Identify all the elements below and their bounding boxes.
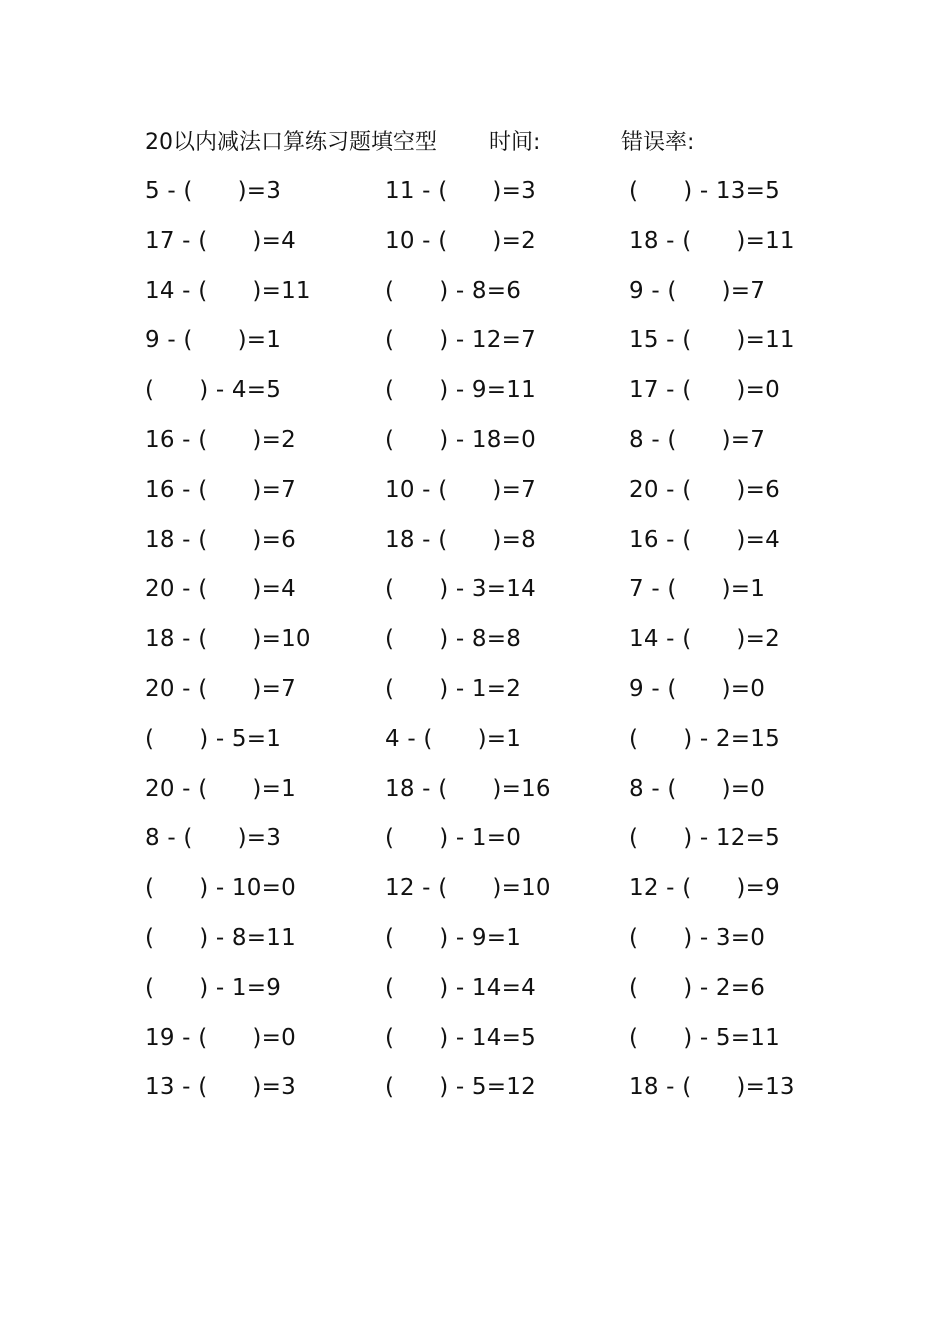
problem-cell: 11 - ( )=3: [385, 178, 536, 204]
problem-cell: 4 - ( )=1: [385, 725, 522, 752]
problem-cell: 13 - ( )=3: [145, 1074, 296, 1101]
problem-cell: ( ) - 8=8: [385, 626, 522, 653]
problem-cell: 18 - ( )=8: [385, 526, 536, 553]
problem-cell: ( ) - 2=15: [629, 725, 780, 752]
problem-cell: ( ) - 12=7: [385, 327, 536, 354]
problem-row: [145, 572, 805, 622]
problem-cell: 18 - ( )=13: [629, 1074, 795, 1101]
problem-row: [145, 871, 805, 921]
problem-cell: ( ) - 14=5: [385, 1024, 536, 1051]
problem-cell: ( ) - 9=11: [385, 377, 536, 404]
problem-cell: 8 - ( )=7: [629, 426, 766, 453]
problem-cell: 16 - ( )=7: [145, 476, 296, 503]
problem-cell: ( ) - 1=0: [385, 825, 522, 852]
problem-cell: 10 - ( )=2: [385, 227, 536, 254]
problem-cell: ( ) - 10=0: [145, 875, 296, 902]
worksheet-title: 20以内减法口算练习题填空型: [145, 130, 437, 155]
problem-cell: 8 - ( )=0: [629, 775, 766, 802]
problem-cell: 8 - ( )=3: [145, 825, 282, 852]
problem-cell: ( ) - 9=1: [385, 924, 522, 951]
problem-row: [145, 174, 805, 224]
problem-row: [145, 622, 805, 672]
problem-cell: ( ) - 14=4: [385, 974, 536, 1001]
problem-cell: ( ) - 8=11: [145, 924, 296, 951]
problem-cell: 18 - ( )=10: [145, 626, 311, 653]
problem-row: [145, 821, 805, 871]
problem-row: [145, 921, 805, 971]
problem-cell: 18 - ( )=16: [385, 775, 551, 802]
problem-row: [145, 772, 805, 822]
problem-row: [145, 523, 805, 573]
problem-cell: 16 - ( )=4: [629, 526, 780, 553]
problem-cell: 9 - ( )=1: [145, 327, 282, 354]
problem-cell: 5 - ( )=3: [145, 178, 282, 204]
problem-cell: 14 - ( )=2: [629, 626, 780, 653]
problem-cell: 9 - ( )=7: [629, 277, 766, 304]
problem-cell: ( ) - 13=5: [629, 178, 780, 204]
problem-cell: 15 - ( )=11: [629, 327, 795, 354]
problem-cell: ( ) - 3=14: [385, 576, 536, 603]
problem-cell: ( ) - 5=12: [385, 1074, 536, 1101]
time-label: 时间:: [489, 130, 541, 155]
problem-row: [145, 1070, 805, 1120]
problem-cell: ( ) - 1=9: [145, 974, 282, 1001]
problem-cell: ( ) - 3=0: [629, 924, 766, 951]
problem-cell: ( ) - 8=6: [385, 277, 522, 304]
problem-row: [145, 224, 805, 274]
problem-row: [145, 373, 805, 423]
problem-cell: 17 - ( )=4: [145, 227, 296, 254]
error-rate-label: 错误率:: [621, 130, 695, 155]
problem-cell: ( ) - 18=0: [385, 426, 536, 453]
problem-cell: 18 - ( )=6: [145, 526, 296, 553]
problem-cell: ( ) - 5=11: [629, 1024, 780, 1051]
problem-row: [145, 323, 805, 373]
problem-row: [145, 274, 805, 324]
problem-cell: 20 - ( )=6: [629, 476, 780, 503]
problem-cell: ( ) - 4=5: [145, 377, 282, 404]
problem-row: [145, 971, 805, 1021]
problem-cell: 7 - ( )=1: [629, 576, 766, 603]
problem-cell: 20 - ( )=4: [145, 576, 296, 603]
problem-cell: 20 - ( )=7: [145, 675, 296, 702]
problem-cell: 18 - ( )=11: [629, 227, 795, 254]
problem-cell: 17 - ( )=0: [629, 377, 780, 404]
problem-cell: 16 - ( )=2: [145, 426, 296, 453]
problem-cell: ( ) - 12=5: [629, 825, 780, 852]
problem-row: [145, 423, 805, 473]
problem-cell: 9 - ( )=0: [629, 675, 766, 702]
problem-cell: ( ) - 1=2: [385, 675, 522, 702]
problem-cell: 12 - ( )=10: [385, 875, 551, 902]
problem-row: [145, 672, 805, 722]
problem-cell: 20 - ( )=1: [145, 775, 296, 802]
problem-grid: [145, 174, 805, 1120]
problem-row: [145, 1021, 805, 1071]
problem-row: [145, 473, 805, 523]
problem-cell: 14 - ( )=11: [145, 277, 311, 304]
problem-cell: 10 - ( )=7: [385, 476, 536, 503]
problem-cell: ( ) - 5=1: [145, 725, 282, 752]
problem-row: [145, 722, 805, 772]
problem-cell: 12 - ( )=9: [629, 875, 780, 902]
problem-cell: ( ) - 2=6: [629, 974, 766, 1001]
problem-cell: 19 - ( )=0: [145, 1024, 296, 1051]
worksheet-header: [145, 126, 805, 160]
